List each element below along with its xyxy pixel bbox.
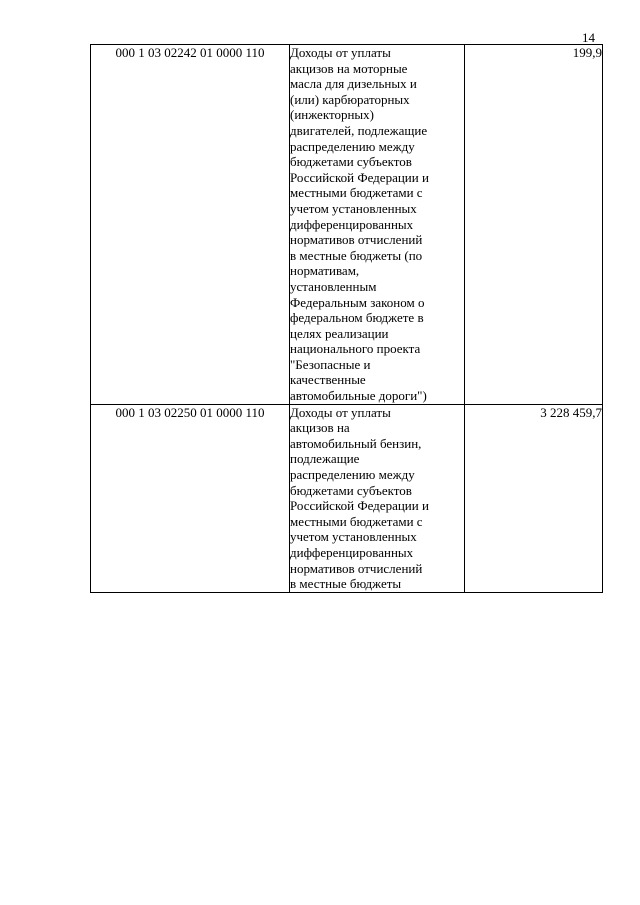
description-line: нормативов отчислений [290,232,423,248]
description-line: (или) карбюраторных [290,91,410,107]
description-line: автомобильный бензин, [290,435,422,451]
description-line: национального проекта [290,341,421,357]
description-line: Федеральным законом о [290,294,425,310]
description-line: установленным [290,278,377,294]
budget-code-cell: 000 1 03 02250 01 0000 110 [91,404,290,592]
revenue-table [90,44,603,593]
description-line: подлежащие [290,451,360,467]
description-line: федеральном бюджете в [290,310,424,326]
description-cell [290,404,465,592]
description-line: нормативов отчислений [290,560,423,576]
description-line: дифференцированных [290,216,414,232]
description-line: бюджетами субъектов [290,154,412,170]
description-line: двигателей, подлежащие [290,122,428,138]
description-line: Доходы от уплаты [290,45,391,60]
description-line: распределению между [290,138,415,154]
description-line: в местные бюджеты (по [290,247,423,263]
description-line: распределению между [290,467,415,483]
budget-code-cell: 000 1 03 02242 01 0000 110 [91,45,290,405]
description-line: дифференцированных [290,545,414,560]
description-line: акцизов на моторные [290,60,408,76]
table-row [91,45,603,405]
description-cell [290,45,465,405]
page-number: 14 [582,30,595,45]
description-line: "Безопасные и [290,356,371,372]
table-body [91,45,603,593]
description-line: нормативам, [290,263,360,279]
description-line: Российской Федерации и [290,169,429,185]
description-line: акцизов на [290,420,350,436]
description-line: автомобильные дороги") [290,388,427,404]
description-line: бюджетами субъектов [290,482,412,498]
description-line: масла для дизельных и [290,76,417,92]
description-line: учетом установленных [290,200,417,216]
description-line: местными бюджетами с [290,513,423,529]
description-line: целях реализации [290,325,389,341]
amount-cell: 199,9 [465,45,603,405]
amount-cell: 3 228 459,7 [465,404,603,592]
description-line: качественные [290,372,366,388]
description-line: Доходы от уплаты [290,404,391,420]
description-line: учетом установленных [290,529,417,545]
description-line: Российской Федерации и [290,498,429,514]
description-line: в местные бюджеты [290,576,402,592]
description-line: местными бюджетами с [290,185,423,201]
description-line: (инжекторных) [290,107,374,123]
table-row [91,404,603,592]
